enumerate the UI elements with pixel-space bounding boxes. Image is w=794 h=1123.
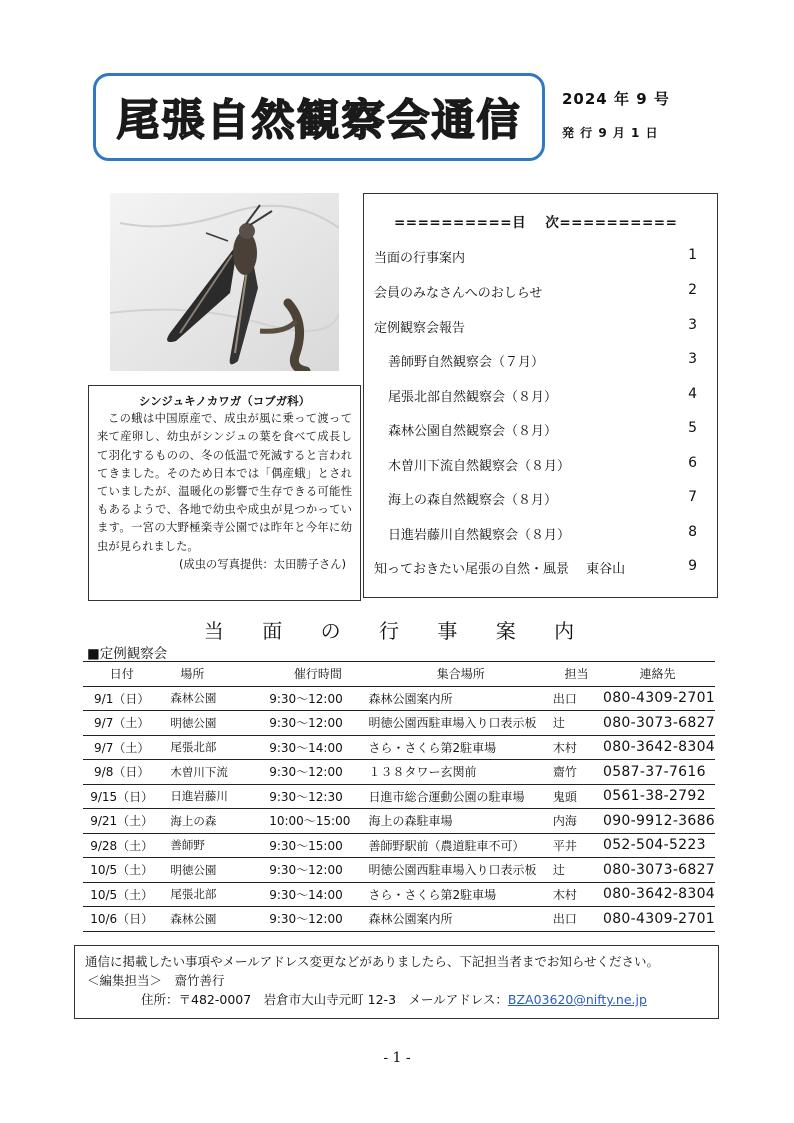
editor-label: ＜編集担当＞ 齋竹善行	[87, 973, 225, 988]
table-row: 9/28（土） 善師野 9:30～15:00 善師野駅前（農道駐車不可） 平井 052-504-5223	[83, 833, 715, 858]
toc-item[interactable]: 知っておきたい尾張の自然・風景 東谷山 9	[374, 558, 697, 577]
toc-item[interactable]: 海上の森自然観察会（８月） 7	[388, 489, 697, 508]
toc-item[interactable]: 当面の行事案内 1	[374, 247, 697, 266]
page-number: - 1 -	[383, 1050, 411, 1066]
table-row: 9/7（土） 尾張北部 9:30～14:00 さら・さくら第2駐車場 木村 080-3642-8304	[83, 735, 715, 760]
column-header: 催行時間	[259, 662, 366, 687]
newsletter-title-box	[93, 73, 545, 161]
toc-item[interactable]: 尾張北部自然観察会（８月） 4	[388, 386, 697, 405]
column-header: 日付	[83, 662, 160, 687]
toc-heading: ==========目 次==========	[394, 215, 678, 231]
column-header: 集合場所	[367, 662, 553, 687]
table-row: 9/8（日） 木曽川下流 9:30～12:00 １３８タワー玄関前 齋竹 0587-37-7616	[83, 760, 715, 785]
table-row: 9/1（日） 森林公園 9:30～12:00 森林公園案内所 出口 080-4309-2701	[83, 686, 715, 711]
toc-item[interactable]: 森林公園自然観察会（８月） 5	[388, 420, 697, 439]
toc-item[interactable]: 善師野自然観察会（７月） 3	[388, 351, 697, 370]
address-text: 住所：〒482-0007 岩倉市大山寺元町 12-3 メールアドレス：	[141, 992, 508, 1007]
column-header: 連絡先	[600, 662, 715, 687]
email-link[interactable]: BZA03620@nifty.ne.jp	[507, 992, 647, 1007]
toc-item[interactable]: 日進岩藤川自然観察会（８月） 8	[388, 524, 697, 543]
table-row: 10/5（土） 尾張北部 9:30～14:00 さら・さくら第2駐車場 木村 080-3642-8304	[83, 882, 715, 907]
issue-date: 発 行 9 月 1 日	[562, 126, 659, 140]
contact-notice	[74, 945, 719, 1019]
table-header-row	[83, 662, 715, 687]
events-table	[83, 661, 715, 932]
toc-item[interactable]: 木曽川下流自然観察会（８月） 6	[388, 455, 697, 474]
table-row: 10/6（日） 森林公園 9:30～12:00 森林公園案内所 出口 080-4309-2701	[83, 907, 715, 932]
editor-address	[85, 990, 708, 1009]
toc-item[interactable]: 定例観察会報告 3	[374, 317, 697, 336]
events-subtitle: ■定例観察会	[87, 646, 168, 662]
photo-caption	[88, 385, 361, 601]
issue-number: 2024 年 9 号	[562, 90, 670, 108]
newsletter-title: 尾張自然観察会通信	[116, 95, 522, 146]
moth-photo	[110, 193, 339, 371]
caption-body: この蛾は中国原産で、成虫が風に乗って渡って来て産卵し、幼虫がシンジュの葉を食べて成長して羽化するものの、冬の低温で死滅すると言われてきました。そのため日本では「偶産蛾」とされていましたが、温暖化の影響で生存できる可能性もあるようで、各地で幼虫や成虫が見つかっています。一宮の大野極楽寺公園では昨年と今年に幼虫が見られました。	[97, 412, 352, 553]
events-section-title: 当 面 の 行 事 案 内	[203, 619, 591, 643]
table-row: 10/5（土） 明徳公園 9:30～12:00 明徳公園西駐車場入り口表示板 辻 080-3073-6827	[83, 858, 715, 883]
table-row: 9/7（土） 明徳公園 9:30～12:00 明徳公園西駐車場入り口表示板 辻 080-3073-6827	[83, 711, 715, 736]
table-row: 9/21（土） 海上の森 10:00～15:00 海上の森駐車場 内海 090-9912-3686	[83, 809, 715, 834]
table-of-contents	[363, 193, 718, 598]
column-header: 場所	[160, 662, 259, 687]
column-header: 担当	[553, 662, 600, 687]
caption-credit: (成虫の写真提供：太田勝子さん)	[179, 557, 346, 571]
caption-title: シンジュキノカワガ（コブガ科）	[138, 394, 311, 408]
toc-item[interactable]: 会員のみなさんへのおしらせ 2	[374, 282, 697, 301]
notice-text: 通信に掲載したい事項やメールアドレス変更などがありましたら、下記担当者までお知らせください。	[85, 954, 660, 969]
table-row: 9/15（日） 日進岩藤川 9:30～12:30 日進市総合運動公園の駐車場 鬼頭 0561-38-2792	[83, 784, 715, 809]
